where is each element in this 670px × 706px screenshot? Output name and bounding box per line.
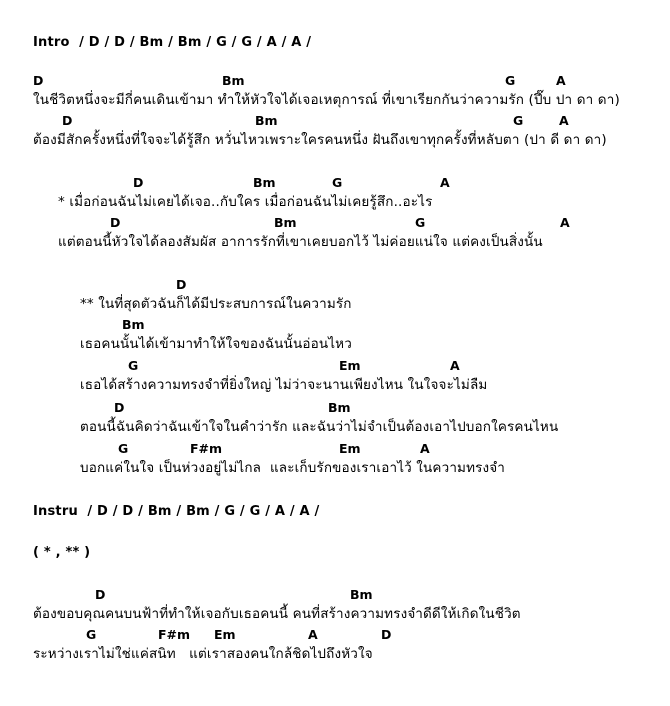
lyric-line: * เมื่อก่อนฉันไม่เคยได้เจอ..กับใคร เมื่อก่อนฉันไม่เคยรู้สึก..อะไร (58, 194, 433, 210)
lyric-line: ** ในที่สุดตัวฉันก็ได้มีประสบการณ์ในความรัก (80, 296, 352, 312)
chord: F#m (190, 441, 223, 456)
repeat-marker: ( * , ** ) (33, 545, 91, 560)
chord: Bm (253, 175, 276, 190)
chord: G (118, 441, 129, 456)
chord: Em (339, 441, 361, 456)
intro-progression: Intro / D / D / Bm / Bm / G / G / A / A / (33, 35, 312, 50)
chord: D (62, 113, 73, 128)
chord: D (133, 175, 144, 190)
chord: G (505, 73, 516, 88)
chord: A (440, 175, 450, 190)
chord: G (86, 627, 97, 642)
lyric-line: ตอนนี้ฉันคิดว่าฉันเข้าใจในคำว่ารัก และฉันว่าไม่จำเป็นต้องเอาไปบอกใครคนไหน (80, 419, 559, 435)
lyric-line: เธอคนนั้นได้เข้ามาทำให้ใจของฉันนั้นอ่อนไหว (80, 336, 352, 352)
chord: A (560, 215, 570, 230)
lyric-line: ในชีวิตหนึ่งจะมีกี่คนเดินเข้ามา ทำให้หัวใจได้เจอเหตุการณ์ ที่เขาเรียกกันว่าความรัก (ปึ๊บ ปา ดา ดา) (33, 92, 620, 108)
chord: D (176, 277, 187, 292)
chord: Bm (328, 400, 351, 415)
chord: A (559, 113, 569, 128)
instrumental-progression: Instru / D / D / Bm / Bm / G / G / A / A / (33, 504, 320, 519)
chord: D (381, 627, 392, 642)
chord: A (308, 627, 318, 642)
chord: G (513, 113, 524, 128)
chord: Bm (255, 113, 278, 128)
lyric-line: เธอได้สร้างความทรงจำที่ยิ่งใหญ่ ไม่ว่าจะนานเพียงไหน ในใจจะไม่ลืม (80, 377, 488, 393)
chord: Em (339, 358, 361, 373)
chord: F#m (158, 627, 191, 642)
chord: G (332, 175, 343, 190)
chord: Bm (122, 317, 145, 332)
chord: D (114, 400, 125, 415)
chord: Em (214, 627, 236, 642)
chord: D (110, 215, 121, 230)
chord: G (415, 215, 426, 230)
lyric-line: ระหว่างเราไม่ใช่แค่สนิท แต่เราสองคนใกล้ชิดไปถึงหัวใจ (33, 646, 373, 662)
chord: Bm (274, 215, 297, 230)
chord: D (95, 587, 106, 602)
lyric-line: บอกแค่ในใจ เป็นห่วงอยู่ไม่ไกล และเก็บรักของเราเอาไว้ ในความทรงจำ (80, 460, 505, 476)
chord: A (450, 358, 460, 373)
chord: Bm (222, 73, 245, 88)
chord: A (420, 441, 430, 456)
lyric-line: แต่ตอนนี้หัวใจได้ลองสัมผัส อาการรักที่เขาเคยบอกไว้ ไม่ค่อยแน่ใจ แต่คงเป็นสิ่งนั้น (58, 234, 543, 250)
chord: D (33, 73, 44, 88)
chord: G (128, 358, 139, 373)
chord: A (556, 73, 566, 88)
chord: Bm (350, 587, 373, 602)
lyric-line: ต้องมีสักครั้งหนึ่งที่ใจจะได้รู้สึก หวั่นไหวเพราะใครคนหนึ่ง ฝันถึงเขาทุกครั้งที่หลับตา (ปา ดี ดา ดา) (33, 132, 607, 148)
lyric-line: ต้องขอบคุณคนบนฟ้าที่ทำให้เจอกับเธอคนนี้ คนที่สร้างความทรงจำดีดีให้เกิดในชีวิต (33, 606, 521, 622)
